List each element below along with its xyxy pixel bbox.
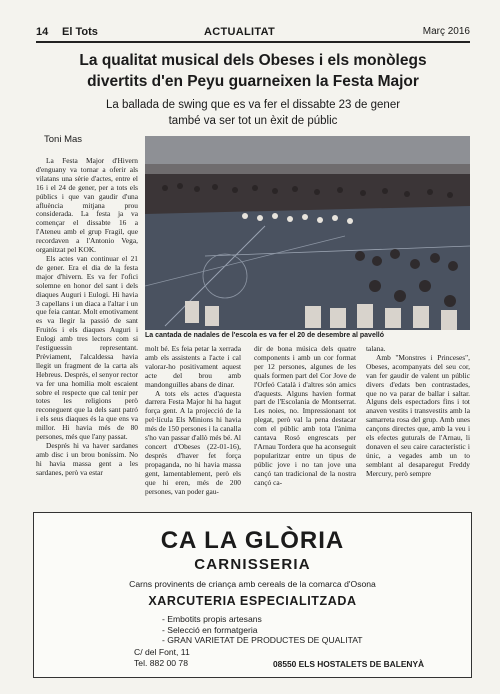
ad-address: C/ del Font, 11	[134, 647, 190, 657]
ad-contact	[134, 647, 190, 668]
paragraph: Després hi va haver sardanes amb disc i un brou boníssim. No hi havia massa gent a les sardanes, però va estar	[36, 441, 138, 477]
pavilion-photo-illustration	[145, 136, 470, 330]
paragraph: A tots els actes d'aquesta darrera Festa Major hi ha hagut força gent. A la projecció de la pel·lícula Els Minions hi havia més de 150 persones i la canalla s'ho van passar d'allò més bé. Al concert d'Obeses (22-01-16), després d'haver fet força propaganda, no hi havia massa gent, lamentablement, però els que hi eren, més de 200 persones, van poder gau-	[145, 388, 241, 496]
subtitle-line-2: també va ser tot un èxit de públic	[168, 115, 338, 127]
ad-list-item: - Selecció en formatgeria	[162, 624, 258, 635]
text-column-1	[36, 157, 138, 478]
title-line-2: divertits d'en Peyu guarneixen la Festa Major	[87, 73, 419, 90]
ad-description: Carns provinents de criança amb cereals de la comarca d'Osona	[129, 579, 376, 589]
page-header	[36, 26, 470, 42]
text-column-3	[254, 345, 356, 488]
issue-date: Març 2016	[422, 26, 470, 37]
article-subtitle	[60, 97, 446, 129]
photo-caption: La cantada de nadales de l'escola es va fer el 20 de desembre al pavelló	[145, 332, 385, 339]
subtitle-line-1: La ballada de swing que es va fer el dissabte 23 de gener	[105, 99, 401, 111]
article-photo	[145, 136, 470, 330]
article-author: Toni Mas	[44, 134, 83, 145]
article-title	[36, 50, 470, 92]
text-column-4	[366, 345, 470, 479]
paragraph: talana.	[366, 344, 386, 353]
text-column-2	[145, 345, 241, 496]
ad-list-item: - GRAN VARIETAT DE PRODUCTES DE QUALITAT	[162, 635, 363, 646]
title-line-1: La qualitat musical dels Obeses i els monòlegs	[79, 52, 427, 69]
magazine-name: El Tots	[62, 26, 98, 38]
page-number: 14	[36, 26, 49, 38]
ad-town: 08550 ELS HOSTALETS DE BALENYÀ	[273, 659, 425, 669]
paragraph: Amb "Monstres i Princeses", Obeses, acompanyats del seu cor, van fer gaudir de valent un públic divers d'edats ben contrastades, que no va parar de ballar i saltar. Alguns dels espectadors fins i tot anaven vestits i transvestits amb la samarreta rosa del grup. Amb unes cançons directes que, amb la veu i els efectes guturals de l'Arnau, li donaven el seu caire característic i únic, a vegades amb un to semblant al desaparegut Freddy Mercury, però sempre	[366, 352, 470, 478]
ad-business-name: CA LA GLÒRIA	[160, 527, 345, 554]
section-name: ACTUALITAT	[204, 26, 276, 38]
ad-product-list	[162, 614, 363, 646]
ad-phone: Tel. 882 00 78	[134, 657, 188, 668]
paragraph: dir de bona música dels quatre components i amb un cor format per 12 persones, algunes de les quals formen part del Cor Jove de l'Orfeó Català i d'altres són amics d'aquests. Alguns havien format part de l'Escolania de Montserrat. Les noies, no. Impressionant tot plegat, però val la pena destacar com el públic amb tota l'ànima cantava Rosó engrescats per l'Arnau Tordera que ha aconseguit popularitzar entre un tipus de públic jove i no tan jove una cançó tan tradicional de la nostra cançó ca-	[254, 344, 356, 487]
ad-list-item: - Embotits propis artesans	[162, 614, 262, 624]
paragraph: La Festa Major d'Hivern d'enguany va tornar a oferir als vilatans una sèrie d'actes, entre el 16 i el 24 de gener, per a tots els públics i que van gaudir d'una afluència mitjana prou considerada. La festa ja va començar el dissabte 16 a l'Ateneu amb el grup Fragil, que recordaven a l'Antonio Vega, organitzat pel KOK.	[36, 156, 138, 255]
ad-specialty: XARCUTERIA ESPECIALITZADA	[148, 594, 357, 608]
butcher-advertisement	[33, 512, 472, 678]
ad-business-type: CARNISSERIA	[194, 556, 311, 573]
paragraph: Els actes van continuar el 21 de gener. Era el dia de la festa major d'hivern. Es va fer l'ofici solemne en honor del sant i dels diaques Auguri i Eulogi. Hi havia 3 capellans i un diaca a l'altar i un que feia cantar. Molt emotivament es va llegir la passió de sant Fruitós i els diaques Auguri i Eulogi amb tres lectors com si l'estiguessin representant. Prèviament, l'alcaldessa havia llegit un fragment de la carta als Hebreus. Després, el senyor rector va fer una homilia molt escaient sobre el respecte que cal tenir per totes les religions però reconeguent que la dels sant patró i els seus diaques és la que ens va millor. Hi havia més de 80 persones, més que l'any passat.	[36, 253, 138, 442]
header-rule	[36, 41, 470, 43]
paragraph: molt bé. Es feia petar la xerrada amb els assistents a l'acte i cal valorar-ho positivament aquest acte del brou amb mandonguilles abans de dinar.	[145, 344, 241, 389]
